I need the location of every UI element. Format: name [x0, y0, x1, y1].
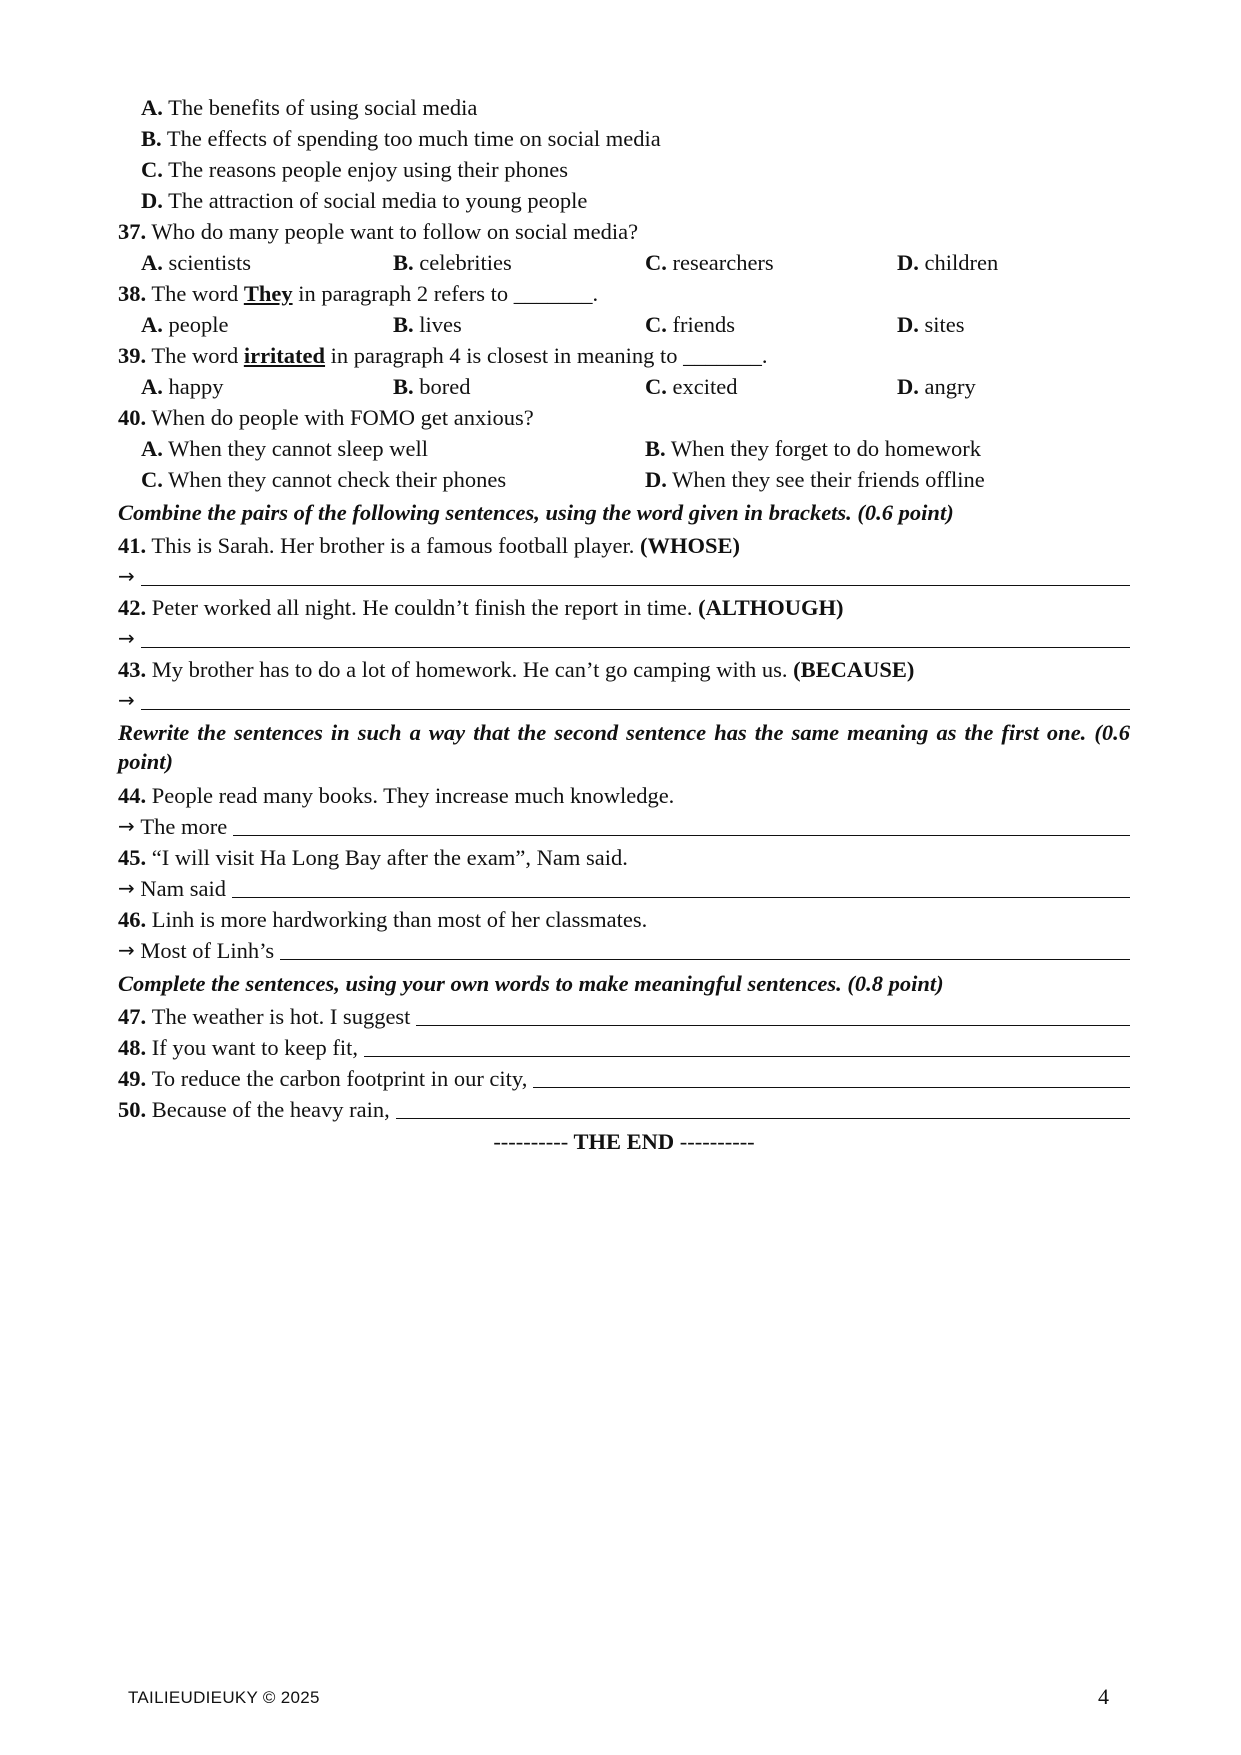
q37-option-c: C. researchers — [645, 250, 774, 275]
q45-answer-line[interactable]: → Nam said — [118, 873, 1130, 904]
arrow-right-icon: → — [118, 876, 135, 900]
q48-answer-blank[interactable] — [364, 1032, 1130, 1057]
rewrite-instruction: Rewrite the sentences in such a way that the second sentence has the same meaning as the first one. (0.6 point) — [118, 720, 1130, 774]
q38-option-c: C. friends — [645, 312, 735, 337]
arrow-right-icon: → — [118, 938, 135, 962]
q42-answer-blank[interactable] — [141, 623, 1130, 648]
arrow-right-icon: → — [118, 564, 135, 588]
q39-options — [118, 371, 1130, 402]
q43-answer-line[interactable] — [118, 685, 1130, 716]
q38-stem: 38. The word They in paragraph 2 refers to _______. — [118, 281, 599, 306]
q44-stem: 44. People read many books. They increase much knowledge. — [118, 783, 675, 808]
q36-option-c: C. The reasons people enjoy using their phones — [141, 157, 568, 182]
worksheet-page — [118, 92, 1130, 1158]
q40-stem: 40. When do people with FOMO get anxious? — [118, 405, 534, 430]
q37-options — [118, 247, 1130, 278]
q36-option-a: A. The benefits of using social media — [141, 95, 478, 120]
q40-options-row1 — [118, 433, 1130, 464]
q48-line[interactable]: 48. If you want to keep fit, — [118, 1032, 1130, 1063]
q41-stem: 41. This is Sarah. Her brother is a famous football player. (WHOSE) — [118, 533, 740, 558]
q50-answer-blank[interactable] — [396, 1094, 1130, 1119]
q39-stem: 39. The word irritated in paragraph 4 is closest in meaning to _______. — [118, 343, 768, 368]
q40-option-c: C. When they cannot check their phones — [141, 467, 507, 492]
q39-option-a: A. happy — [141, 374, 224, 399]
q40-option-b: B. When they forget to do homework — [645, 436, 981, 461]
q43-answer-blank[interactable] — [141, 685, 1130, 710]
q45-stem: 45. “I will visit Ha Long Bay after the exam”, Nam said. — [118, 845, 628, 870]
q38-option-a: A. people — [141, 312, 229, 337]
q45-answer-blank[interactable] — [232, 873, 1130, 898]
q44-answer-blank[interactable] — [233, 811, 1130, 836]
q47-answer-blank[interactable] — [416, 1001, 1130, 1026]
q46-answer-blank[interactable] — [280, 935, 1130, 960]
q38-options — [118, 309, 1130, 340]
q41-answer-line[interactable] — [118, 561, 1130, 592]
q37-option-a: A. scientists — [141, 250, 251, 275]
q39-option-b: B. bored — [393, 374, 471, 399]
q38-option-b: B. lives — [393, 312, 462, 337]
q36-option-b: B. The effects of spending too much time on social media — [141, 126, 661, 151]
combine-instruction: Combine the pairs of the following sentences, using the word given in brackets. (0.6 point) — [118, 500, 954, 525]
arrow-right-icon: → — [118, 814, 135, 838]
q47-line[interactable]: 47. The weather is hot. I suggest — [118, 1001, 1130, 1032]
q42-answer-line[interactable] — [118, 623, 1130, 654]
page-number: 4 — [1098, 1684, 1109, 1709]
q40-option-d: D. When they see their friends offline — [645, 467, 985, 492]
complete-instruction: Complete the sentences, using your own words to make meaningful sentences. (0.8 point) — [118, 971, 944, 996]
q37-option-d: D. children — [897, 250, 999, 275]
arrow-right-icon: → — [118, 626, 135, 650]
q44-answer-line[interactable]: → The more — [118, 811, 1130, 842]
q39-option-c: C. excited — [645, 374, 738, 399]
q40-option-a: A. When they cannot sleep well — [141, 436, 428, 461]
q46-answer-line[interactable]: → Most of Linh’s — [118, 935, 1130, 966]
q38-option-d: D. sites — [897, 312, 965, 337]
q41-answer-blank[interactable] — [141, 561, 1130, 586]
q49-line[interactable]: 49. To reduce the carbon footprint in our city, — [118, 1063, 1130, 1094]
arrow-right-icon: → — [118, 688, 135, 712]
the-end-marker: ---------- THE END ---------- — [493, 1129, 755, 1154]
q50-line[interactable]: 50. Because of the heavy rain, — [118, 1094, 1130, 1125]
q37-option-b: B. celebrities — [393, 250, 512, 275]
q49-answer-blank[interactable] — [533, 1063, 1130, 1088]
q36-option-d: D. The attraction of social media to young people — [141, 188, 588, 213]
q46-stem: 46. Linh is more hardworking than most of her classmates. — [118, 907, 648, 932]
q42-stem: 42. Peter worked all night. He couldn’t finish the report in time. (ALTHOUGH) — [118, 595, 844, 620]
q39-option-d: D. angry — [897, 374, 976, 399]
q40-options-row2 — [118, 464, 1130, 495]
q43-stem: 43. My brother has to do a lot of homework. He can’t go camping with us. (BECAUSE) — [118, 657, 915, 682]
footer-copyright: TAILIEUDIEUKY © 2025 — [128, 1688, 320, 1707]
q37-stem: 37. Who do many people want to follow on social media? — [118, 219, 639, 244]
